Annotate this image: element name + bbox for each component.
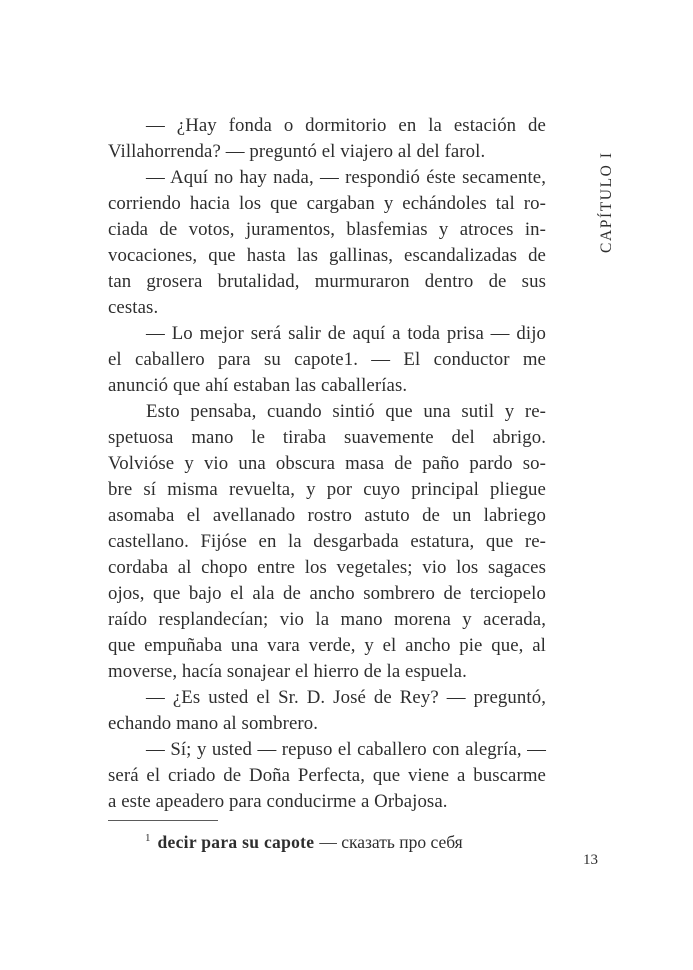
- text-line: Volvióse y vio una obscura masa de paño pardo so-: [108, 453, 546, 474]
- text-line: vocaciones, que hasta las gallinas, escandalizadas de: [108, 245, 546, 266]
- text-line: moverse, hacía sonajear el hierro de la espuela.: [108, 661, 467, 682]
- text-line: ciada de votos, juramentos, blasfemias y atroces in-: [108, 219, 546, 240]
- footnote-translation: — сказать про себя: [319, 831, 463, 852]
- text-line: tan grosera brutalidad, murmuraron dentro de sus: [108, 271, 546, 292]
- text-line: Villahorrenda? — preguntó el viajero al del farol.: [108, 141, 486, 162]
- text-line: — ¿Es usted el Sr. D. José de Rey? — preguntó,: [146, 687, 546, 708]
- text-line: que empuñaba una vara verde, y el ancho pie que, al: [108, 635, 546, 656]
- text-line: bre sí misma revuelta, y por cuyo principal pliegue: [108, 479, 546, 500]
- text-line: Esto pensaba, cuando sintió que una sutil y re-: [146, 401, 546, 422]
- text-line: el caballero para su capote1. — El conductor me: [108, 349, 546, 370]
- text-line: asomaba el avellanado rostro astuto de un labriego: [108, 505, 546, 526]
- text-line: — Lo mejor será salir de aquí a toda prisa — dijo: [146, 323, 546, 344]
- text-line: castellano. Fijóse en la desgarbada estatura, que re-: [108, 531, 546, 552]
- text-line: cordaba al chopo entre los vegetales; vio los sagaces: [108, 557, 546, 578]
- footnote-divider: [108, 820, 218, 821]
- text-line: corriendo hacia los que cargaban y echándoles tal ro-: [108, 193, 546, 214]
- footnote: [108, 820, 546, 853]
- text-line: — Sí; y usted — repuso el caballero con alegría, —: [146, 739, 546, 760]
- footnote-marker: 1: [145, 832, 151, 844]
- text-line: — Aquí no hay nada, — respondió éste secamente,: [146, 167, 546, 188]
- text-line: echando mano al sombrero.: [108, 713, 319, 734]
- text-line: cestas.: [108, 297, 159, 318]
- page-number: 13: [583, 852, 598, 868]
- text-line: ojos, que bajo el ala de ancho sombrero de terciopelo: [108, 583, 546, 604]
- body-text: [108, 113, 546, 815]
- text-line: raído resplandecían; vio la mano morena y acerada,: [108, 609, 546, 630]
- text-line: — ¿Hay fonda o dormitorio en la estación de: [146, 115, 546, 136]
- text-line: será el criado de Doña Perfecta, que viene a buscarme: [108, 765, 546, 786]
- footnote-term: decir para su capote: [157, 831, 315, 852]
- footnote-text: [108, 827, 546, 853]
- text-line: a este apeadero para conducirme a Orbajosa.: [108, 791, 448, 812]
- chapter-header-vertical: CAPÍTULO I: [598, 151, 615, 253]
- text-line: anunció que ahí estaban las caballerías.: [108, 375, 408, 396]
- text-line: spetuosa mano le tiraba suavemente del abrigo.: [108, 427, 546, 448]
